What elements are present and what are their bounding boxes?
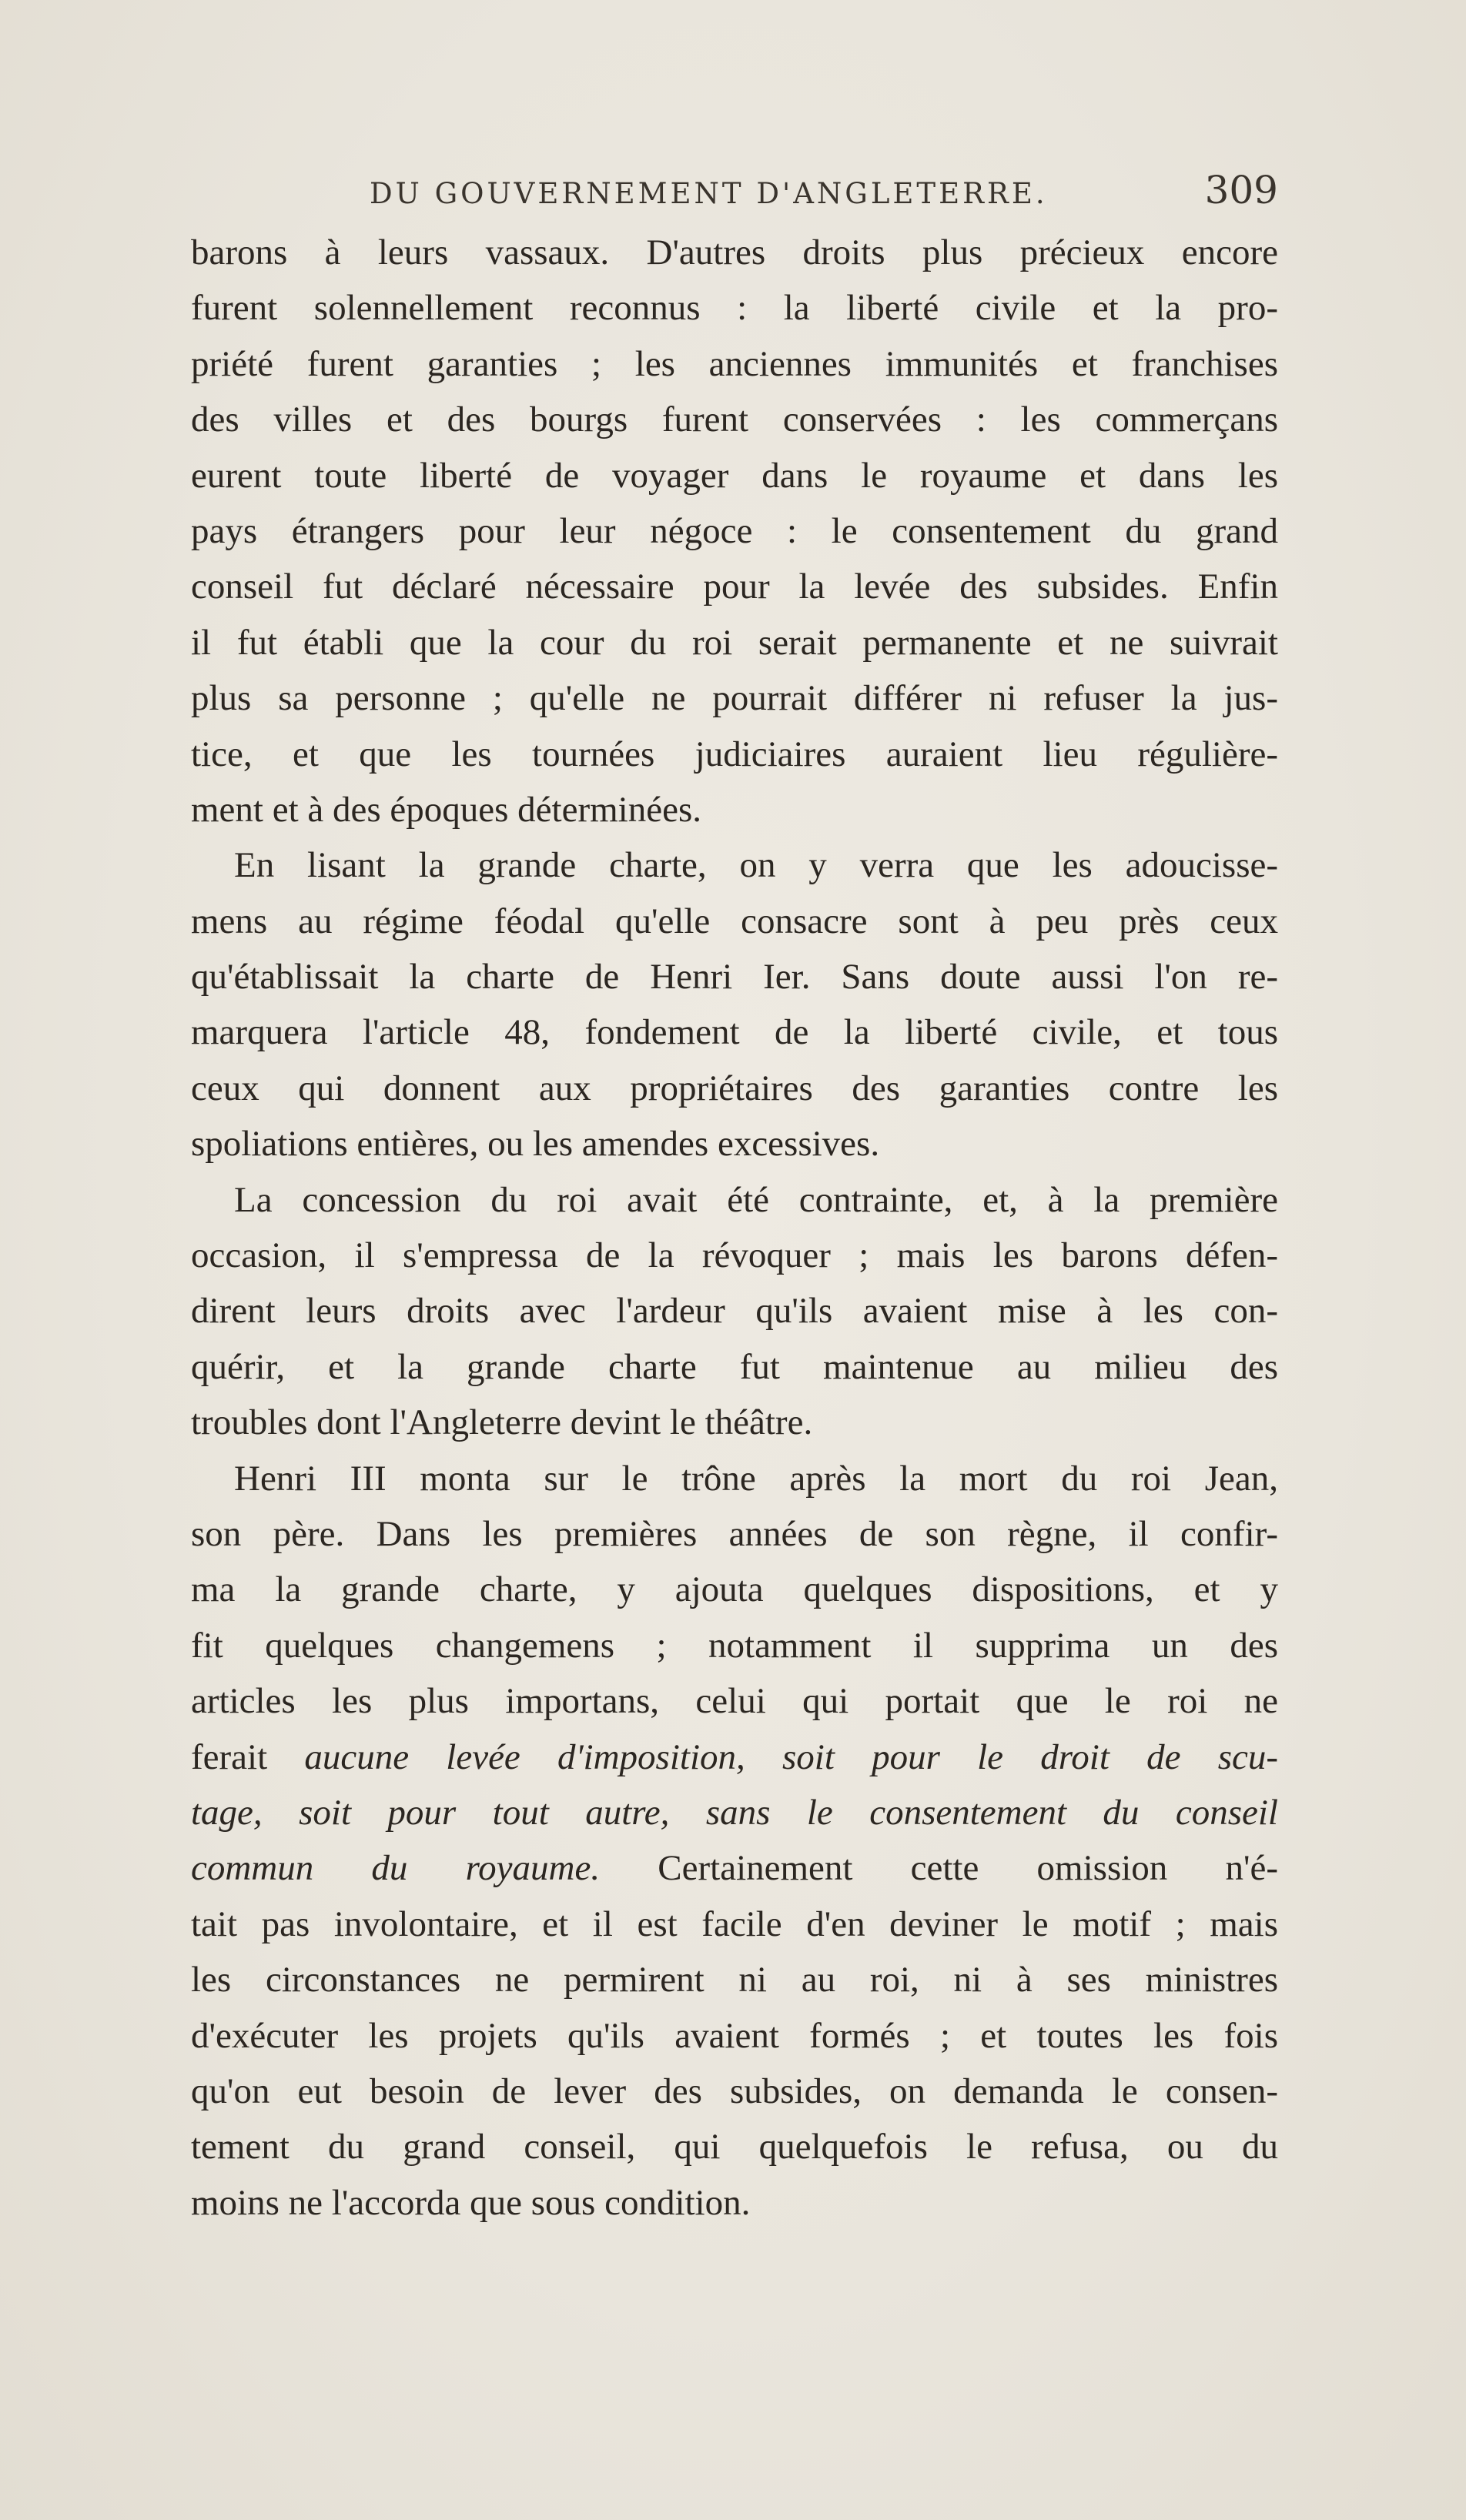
text-line: les circonstances ne permirent ni au roi, ni à ses ministres <box>191 1960 1278 2000</box>
text-line <box>191 1730 1278 1785</box>
text-line: marquera l'article 48, fondement de la liberté civile, et tous <box>191 1012 1278 1053</box>
text-line: priété furent garanties ; les anciennes immunités et franchises <box>191 343 1278 384</box>
text-line: pays étrangers pour leur négoce : le consentement du grand <box>191 510 1278 551</box>
italic-run: aucune levée d'imposition, soit pour le droit de scu- <box>304 1736 1278 1777</box>
paragraph <box>191 225 1278 837</box>
text-line: tement du grand conseil, qui quelquefois le refusa, ou du <box>191 2127 1278 2167</box>
text-line: ma la grande charte, y ajouta quelques dispositions, et y <box>191 1569 1278 1610</box>
text-line: La concession du roi avait été contrainte, et, à la première <box>234 1179 1278 1220</box>
text-line: quérir, et la grande charte fut maintenue au milieu des <box>191 1346 1278 1387</box>
running-head <box>370 168 1278 222</box>
paragraph <box>191 837 1278 1171</box>
page-number: 309 <box>1204 168 1278 212</box>
text-line: furent solennellement reconnus : la liberté civile et la pro- <box>191 288 1278 329</box>
text-line: plus sa personne ; qu'elle ne pourrait différer ni refuser la jus- <box>191 678 1278 719</box>
text-line: mens au régime féodal qu'elle consacre sont à peu près ceux <box>191 901 1278 941</box>
text-line: troubles dont l'Angleterre devint le théâtre. <box>191 1402 813 1443</box>
text-line: occasion, il s'empressa de la révoquer ; mais les barons défen- <box>191 1235 1278 1276</box>
text-line: ceux qui donnent aux propriétaires des garanties contre les <box>191 1068 1278 1108</box>
text-line: il fut établi que la cour du roi serait permanente et ne suivrait <box>191 622 1278 663</box>
paragraph <box>191 1451 1278 2231</box>
text-run: ferait <box>191 1736 305 1777</box>
text-line: eurent toute liberté de voyager dans le royaume et dans les <box>191 455 1278 496</box>
text-line: ment et à des époques déterminées. <box>191 789 701 830</box>
text-line: En lisant la grande charte, on y verra que les adoucisse- <box>234 845 1278 886</box>
italic-run: tage, soit pour tout autre, sans le consentement du conseil <box>191 1792 1278 1833</box>
text-line: qu'on eut besoin de lever des subsides, on demanda le consen- <box>191 2070 1278 2111</box>
text-run: Certainement cette omission n'é- <box>600 1848 1278 1889</box>
text-line: des villes et des bourgs furent conservées : les commerçans <box>191 399 1278 440</box>
text-line: articles les plus importans, celui qui portait que le roi ne <box>191 1681 1278 1722</box>
text-line: moins ne l'accorda que sous condition. <box>191 2182 751 2223</box>
paragraph <box>191 1172 1278 1451</box>
running-title: DU GOUVERNEMENT D'ANGLETERRE. <box>370 177 1048 210</box>
text-line: fit quelques changemens ; notamment il supprima un des <box>191 1625 1278 1666</box>
text-line: conseil fut déclaré nécessaire pour la levée des subsides. Enfin <box>191 566 1278 607</box>
text-line: d'exécuter les projets qu'ils avaient formés ; et toutes les fois <box>191 2015 1278 2056</box>
body-text <box>191 225 1278 2231</box>
text-line: son père. Dans les premières années de son règne, il confir- <box>191 1513 1278 1554</box>
text-line <box>191 1840 1278 1896</box>
text-line: tice, et que les tournées judiciaires auraient lieu régulière- <box>191 734 1278 774</box>
text-line: Henri III monta sur le trône après la mort du roi Jean, <box>234 1458 1278 1499</box>
text-line: spoliations entières, ou les amendes excessives. <box>191 1124 880 1165</box>
text-line: dirent leurs droits avec l'ardeur qu'ils avaient mise à les con- <box>191 1291 1278 1332</box>
text-line: barons à leurs vassaux. D'autres droits plus précieux encore <box>191 232 1278 272</box>
text-line <box>191 1785 1278 1840</box>
italic-run: commun du royaume. <box>191 1848 601 1889</box>
text-line: tait pas involontaire, et il est facile d'en deviner le motif ; mais <box>191 1903 1278 1944</box>
text-line: qu'établissait la charte de Henri Ier. Sans doute aussi l'on re- <box>191 957 1278 998</box>
